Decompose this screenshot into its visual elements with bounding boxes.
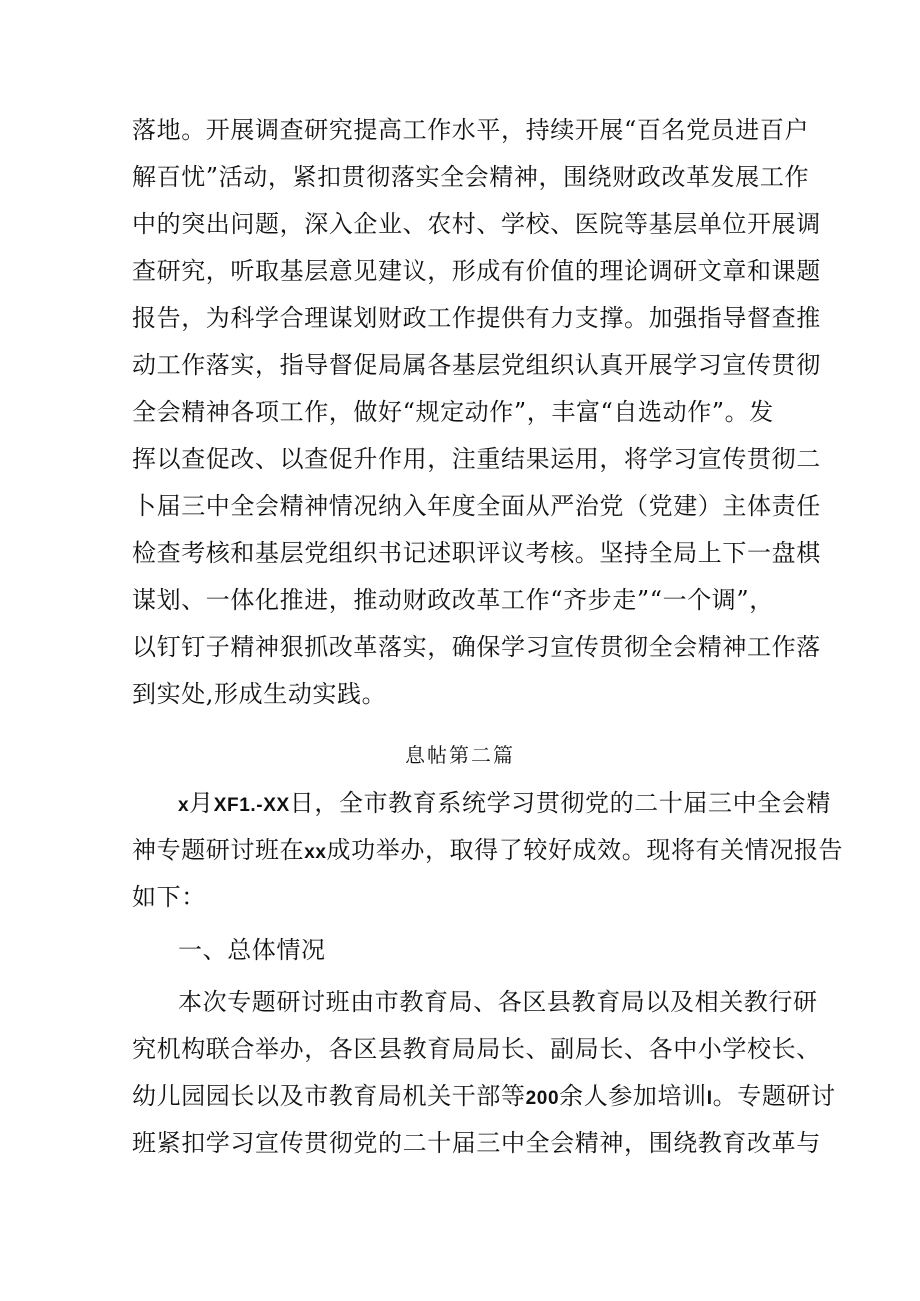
inline-text: 。专题研讨 [712,1082,836,1110]
body-text-line: 检查考核和基层党组织书记述职评议考核。坚持全局上下一盘棋 [132,539,821,567]
body-text-line [178,788,848,821]
body-text-line: 卜届三中全会精神情况纳入年度全面从严治党（党建）主体责任 [132,492,821,520]
body-text-line [132,835,844,868]
body-text-line: 解百忧”活动，紧扣贯彻落实全会精神，围绕财政改革发展工作 [132,163,810,191]
body-text-line: 挥以查促改、以查促升作用，注重结果运用，将学习宣传贯彻二 [132,445,821,473]
body-text-line: 本次专题研讨班由市教育局、各区县教育局以及相关教行研 [178,988,818,1016]
inline-latin: x [178,795,190,816]
body-text-line: 究机构联合举办，各区县教育局局长、副局长、各中小学校长、 [132,1035,821,1063]
body-text-line: 班紧扣学习宣传贯彻党的二十届三中全会精神，围绕教育改革与 [132,1129,821,1157]
body-text-line: 查研究，听取基层意见建议，形成有价值的理论调研文章和课题 [132,257,821,285]
inline-text: 月 [189,789,214,817]
body-text-line: 谋划、一体化推进，推动财政改革工作“齐步走”“一个调”， [132,586,774,614]
inline-text: 成功举办，取得了较好成效。现将有关情况报告 [326,836,844,864]
inline-latin: XF1.-XX [213,795,290,816]
body-text-line: 到实处,形成生动实践。 [132,680,387,708]
inline-latin: xx [304,842,327,863]
body-text-line: 如下： [132,883,206,911]
body-text-line: 以钉钉子精神狠抓改革落实，确保学习宣传贯彻全会精神工作落 [132,633,821,661]
section-title: 息帖第二篇 [405,743,515,767]
inline-text: 日，全市教育系统学习贯彻党的二十届三中全会精 [289,789,831,817]
inline-latin: 200 [525,1088,560,1109]
body-text-line: 动工作落实，指导督促局属各基层党组织认真开展学习宣传贯彻 [132,351,821,379]
inline-latin: I [706,1088,713,1109]
body-text-line: 中的突出问题，深入企业、农村、学校、医院等基层单位开展调 [132,210,821,238]
inline-text: 幼儿园园长以及市教育局机关干部等 [132,1082,526,1110]
inline-text: 余人参加培训 [559,1082,707,1110]
inline-text: 神专题研讨班在 [132,836,305,864]
section-heading: 一、总体情况 [178,936,326,964]
body-text-line: 落地。开展调查研究提高工作水平，持续开展“百名党员进百户 [132,116,810,144]
body-text-line: 报告，为科学合理谋划财政工作提供有力支撑。加强指导督查推 [132,304,821,332]
body-text-line [132,1081,836,1114]
body-text-line: 全会精神各项工作，做好“规定动作”，丰富“自选动作”。发 [132,398,774,426]
